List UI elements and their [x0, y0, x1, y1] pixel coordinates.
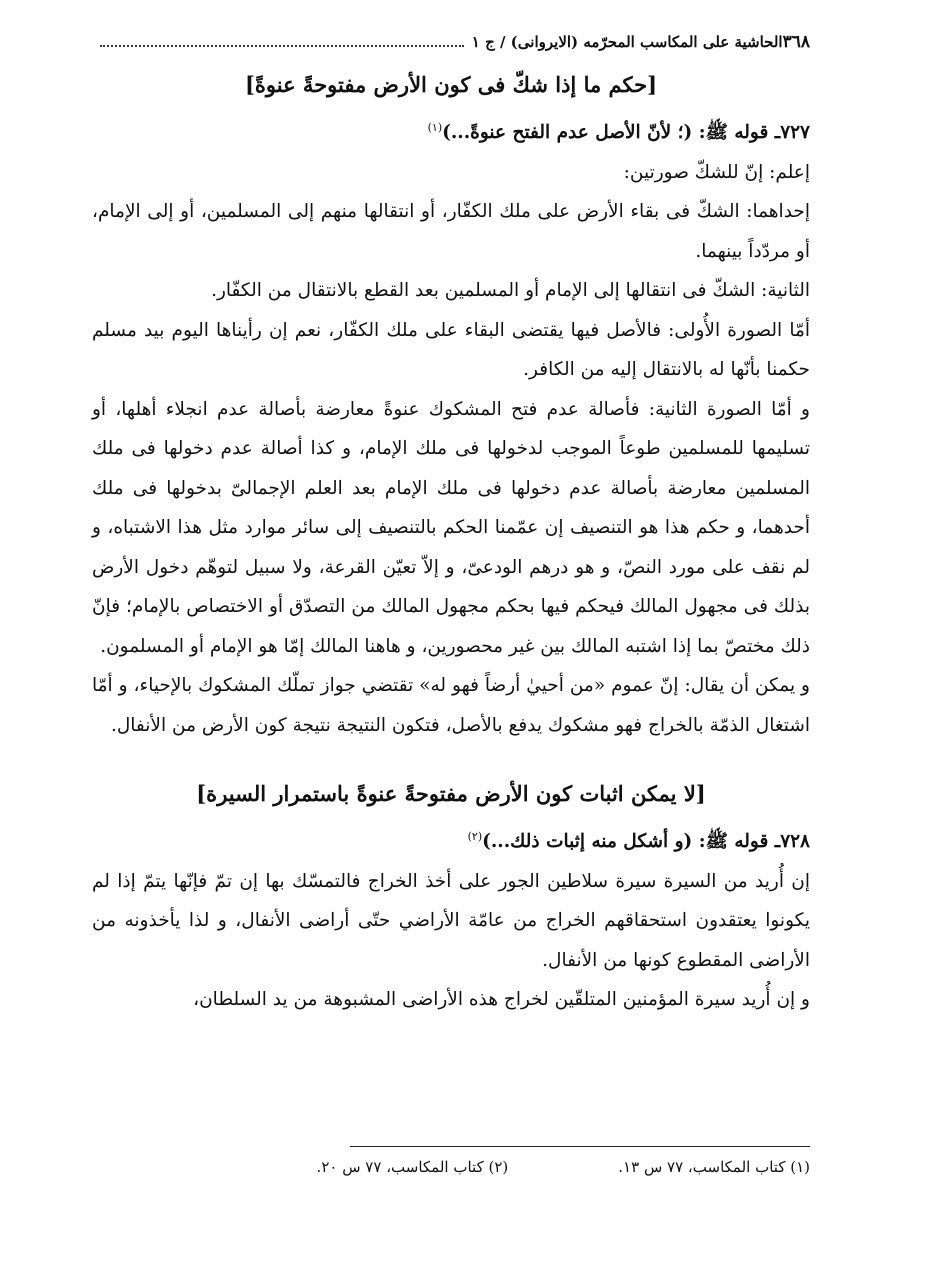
section-heading: [لا يمكن اثبات كون الأرض مفتوحةً عنوةً باستمرار السيرة] — [196, 781, 706, 807]
paragraph: أمّا الصورة الأُولى: فالأصل فيها يقتضى البقاء على ملك الكفّار، نعم إن رأيناها اليوم بيد مسلم حكمنا بأنّها له بالانتقال إليه من الكافر. — [92, 319, 810, 381]
lemma-text: ٧٢٧ـ قوله ﷺ: (؛ لأنّ الأصل عدم الفتح عنوةً...) — [442, 122, 810, 144]
paragraph: الثانية: الشكّ فى انتقالها إلى الإمام أو المسلمين بعد القطع بالانتقال من الكفّار. — [211, 280, 810, 302]
footnotes — [92, 1158, 810, 1176]
page-number: ٣٦٨ — [782, 32, 810, 52]
paragraph: إن أُريد من السيرة سيرة سلاطين الجور على أخذ الخراج فالتمسّك بها إن تمّ فإنّها يتمّ إذا لم يكونوا يعتقدون استحقاقهم الخراج من عامّة الأراضي حتّى أراضى الأنفال، و لذا يأخذونه من الأراضى المقطوع كونها من الأنفال. — [92, 870, 810, 971]
document-page — [92, 28, 810, 1176]
lemma-line — [92, 817, 810, 862]
lemma-line — [92, 108, 810, 153]
paragraph: إعلم: إنّ للشكّ صورتين: — [623, 161, 810, 183]
section-heading: [حكم ما إذا شكّ فى كون الأرض مفتوحةً عنوةً] — [244, 72, 658, 97]
lemma-text: ٧٢٨ـ قوله ﷺ: (و أشكل منه إثبات ذلك...) — [482, 831, 810, 853]
paragraph: و يمكن أن يقال: إنّ عموم «من أحييٰ أرضاً فهو له» تقتضي جواز تملّك المشكوك بالإحياء، و أمّا اشتغال الذمّة بالخراج فهو مشكوك يدفع بالأصل، فتكون النتيجة نتيجة كون الأرض من الأنفال. — [92, 675, 810, 736]
header-dot-leader — [100, 37, 464, 47]
footnote-rule — [350, 1146, 810, 1147]
footnote-ref: (٢) — [467, 830, 483, 844]
book-title: الحاشية على المكاسب المحرّمه (الايروانى) / ج ١ — [471, 33, 783, 51]
footnote: (٢) كتاب المكاسب، ٧٧ س ٢٠. — [316, 1158, 509, 1176]
paragraph: إحداهما: الشكّ فى بقاء الأرض على ملك الكفّار، أو انتقالها منهم إلى المسلمين، أو إلى الإمام، أو مردّداً بينهما. — [92, 201, 810, 262]
footnote-ref: (١) — [427, 121, 443, 134]
footnote: (١) كتاب المكاسب، ٧٧ س ١٣. — [618, 1158, 810, 1176]
paragraph: و أمّا الصورة الثانية: فأصالة عدم فتح المشكوك عنوةً معارضة بأصالة عدم انجلاء أهلها، أو تسليمها للمسلمين طوعاً الموجب لدخولها فى ملك الإمام، و كذا أصالة عدم دخولها فى ملك المسلمين معارضة بأصالة عدم دخولها فى ملك الإمام بعد العلم الإجمالىّ بدخولها فى ملك أحدهما، و حكم هذا هو التنصيف إن عمّمنا الحكم بالتنصيف إلى سائر موارد مثل هذا الاشتباه، و لم نقف على مورد النصّ، و هو درهم الودعىّ، و إلاّ تعيّن القرعة، ولا سبيل لتوهّم دخول الأرض بذلك فى مجهول المالك فيحكم فيها بحكم مجهول المالك من التصدّق أو الاختصاص بالإمام؛ فإنّ ذلك مختصّ بما إذا اشتبه المالك بين غير محصورين، و هاهنا المالك إمّا هو الإمام أو المسلمون. — [92, 398, 810, 657]
paragraph: و إن أُريد سيرة المؤمنين المتلقّين لخراج هذه الأراضى المشبوهة من يد السلطان، — [193, 989, 810, 1011]
running-header — [92, 28, 810, 56]
